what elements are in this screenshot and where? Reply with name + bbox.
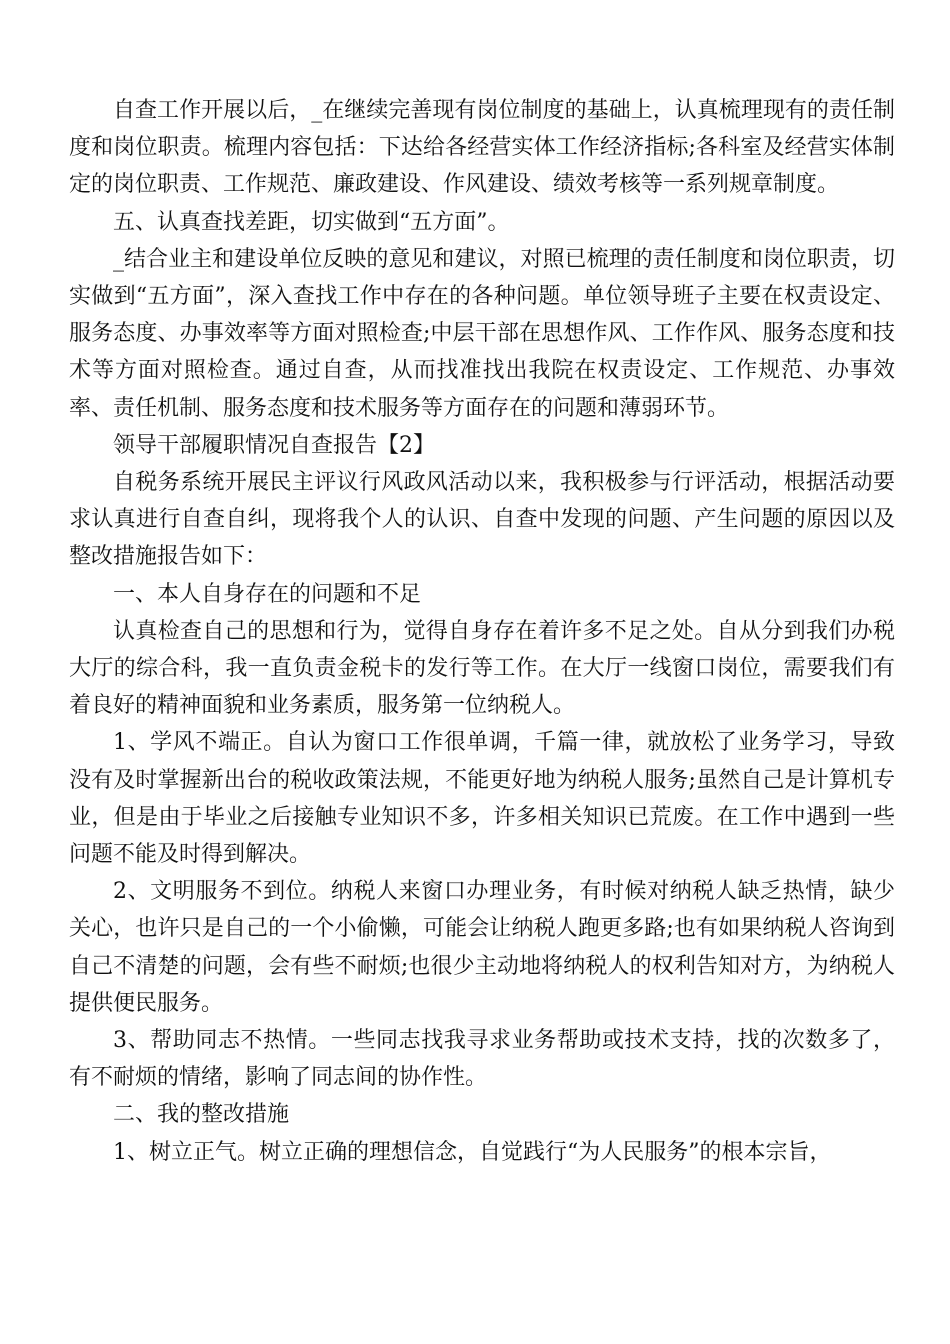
paragraph-self-examination: 认真检查自己的思想和行为，觉得自身存在着许多不足之处。自从分到我们办税大厅的综合科，我一直负责金税卡的发行等工作。在大厅一线窗口岗位，需要我们有着良好的精神面貌和业务素质，服务第一位纳税人。 bbox=[69, 618, 895, 719]
paragraph-report-intro: 自税务系统开展民主评议行风政风活动以来，我积极参与行评活动，根据活动要求认真进行自查自纠，现将我个人的认识、自查中发现的问题、产生问题的原因以及整改措施报告如下： bbox=[69, 470, 895, 570]
document-body bbox=[69, 92, 895, 1171]
paragraph-self-check-intro: 自查工作开展以后，_在继续完善现有岗位制度的基础上，认真梳理现有的责任制度和岗位职责。梳理内容包括：下达给各经营实体工作经济指标;各科室及经营实体制定的岗位职责、工作规范、廉政建设、作风建设、绩效考核等一系列规章制度。 bbox=[69, 98, 895, 198]
paragraph-find-gaps: _结合业主和建设单位反映的意见和建议，对照已梳理的责任制度和岗位职责，切实做到“五方面”，深入查找工作中存在的各种问题。单位领导班子主要在权责设定、服务态度、办事效率等方面对照检查;中层干部在思想作风、工作作风、服务态度和技术等方面对照检查。通过自查，从而找准找出我院在权责设定、工作规范、办事效率、责任机制、服务态度和技术服务等方面存在的问题和薄弱环节。 bbox=[69, 246, 895, 421]
paragraph-problem-2: 2、文明服务不到位。纳税人来窗口办理业务，有时候对纳税人缺乏热情，缺少关心，也许只是自己的一个小偷懒，可能会让纳税人跑更多路;也有如果纳税人咨询到自己不清楚的问题，会有些不耐烦;也很少主动地将纳税人的权利告知对方，为纳税人提供便民服务。 bbox=[69, 879, 895, 1016]
heading-problems: 一、本人自身存在的问题和不足 bbox=[113, 581, 422, 607]
paragraph-problem-1: 1、学风不端正。自认为窗口工作很单调，千篇一律，就放松了业务学习，导致没有及时掌握新出台的税收政策法规，不能更好地为纳税人服务;虽然自己是计算机专业，但是由于毕业之后接触专业知识不多，许多相关知识已荒废。在工作中遇到一些问题不能及时得到解决。 bbox=[69, 730, 895, 868]
report-title-2: 领导干部履职情况自查报告【2】 bbox=[113, 432, 435, 458]
paragraph-problem-3: 3、帮助同志不热情。一些同志找我寻求业务帮助或技术支持，找的次数多了，有不耐烦的情绪，影响了同志间的协作性。 bbox=[69, 1028, 895, 1091]
heading-five-aspects: 五、认真查找差距，切实做到“五方面”。 bbox=[113, 209, 510, 235]
heading-measures: 二、我的整改措施 bbox=[113, 1102, 290, 1128]
paragraph-measure-1: 1、树立正气。树立正确的理想信念，自觉践行“为人民服务”的根本宗旨， bbox=[113, 1139, 832, 1165]
